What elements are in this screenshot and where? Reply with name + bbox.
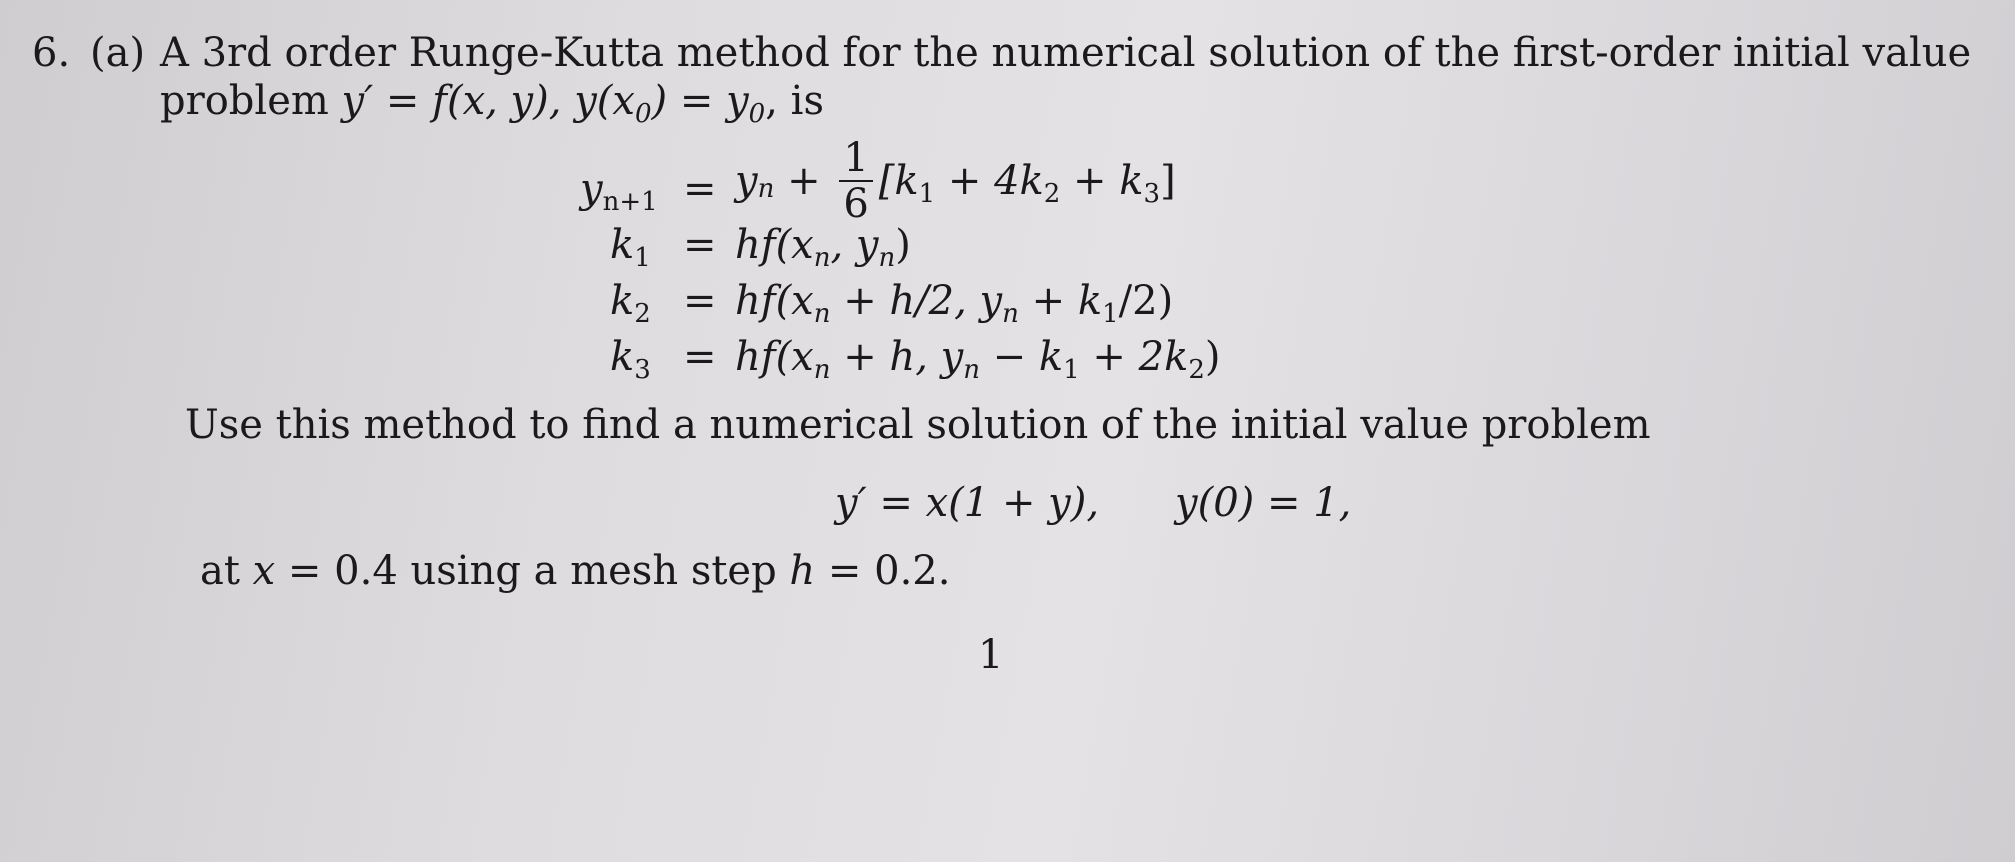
eq3-rhs: $hf(x_n + h/2$, $y_n + k_1/2$) <box>735 278 1174 329</box>
problem-number: 6. <box>32 30 71 76</box>
intro-equation-1: y′ = f(x, y), <box>341 78 562 124</box>
ivp-equation: y′ = x(1 + y), <box>835 480 1100 526</box>
eq1-rhs: $y_n$ + $\frac{1}{6}$ $[k_1 + 4k_2 + k_3]$ <box>735 135 1176 227</box>
eq4-lhs: $k_3$ <box>610 334 651 385</box>
part-label: (a) <box>90 30 146 76</box>
eq2-rhs: $hf(x_n$, $y_n$) <box>735 222 911 273</box>
final-instruction: at x = 0.4 using a mesh step h = 0.2. <box>200 548 951 594</box>
eq1-equals: = <box>683 166 717 212</box>
intro-line-1: A 3rd order Runge-Kutta method for the numerical solution of the first-order initial value <box>160 30 1972 76</box>
eq2-equals: = <box>683 222 717 268</box>
intro-equation-2: $y(x_0) = y_0$ <box>574 78 766 129</box>
intro-suffix: , is <box>765 78 824 124</box>
eq3-equals: = <box>683 278 717 324</box>
eq3-lhs: $k_2$ <box>610 278 651 329</box>
eq4-equals: = <box>683 334 717 380</box>
eq4-rhs: $hf(x_n + h$, $y_n - k_1 + 2k_2$) <box>735 334 1221 385</box>
page-number: 1 <box>978 632 1004 678</box>
eq1-lhs: $y_{n+1}$ <box>580 166 658 217</box>
fraction-one-sixth: $\frac{1}{6}$ <box>839 136 872 226</box>
ivp-initial-condition: y(0) = 1, <box>1175 480 1352 526</box>
eq2-lhs: $k_1$ <box>610 222 651 273</box>
intro-prefix: problem <box>160 78 329 124</box>
instruction-text: Use this method to find a numerical solution of the initial value problem <box>185 402 1651 448</box>
intro-line-2 <box>160 78 824 129</box>
